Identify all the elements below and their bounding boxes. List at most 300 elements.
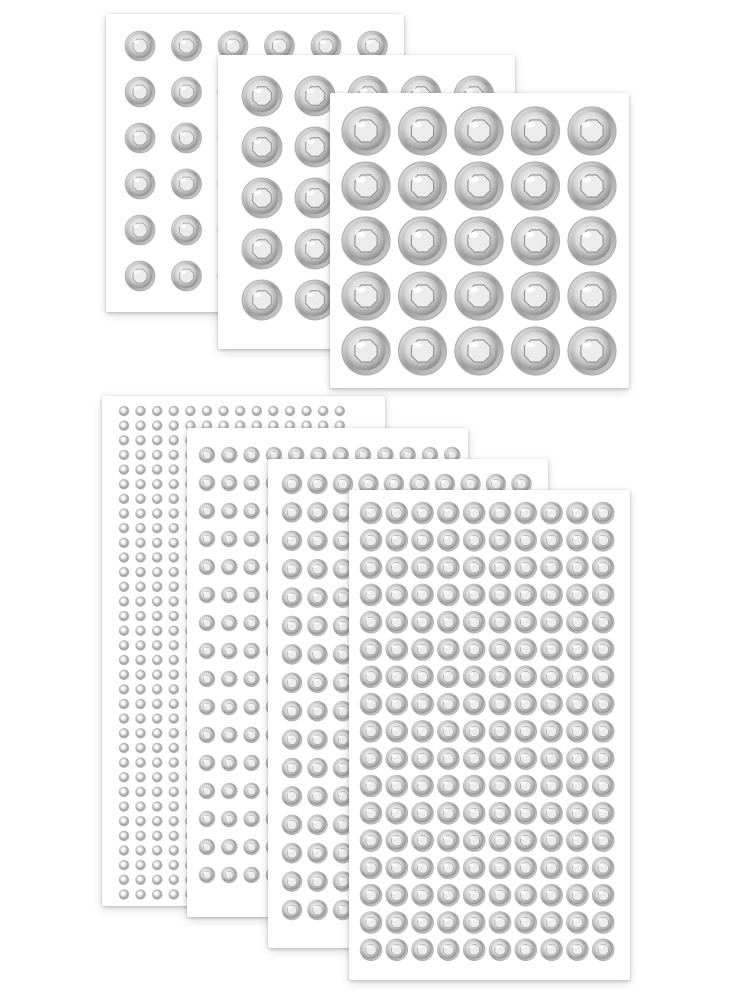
rhinestone-gem xyxy=(169,714,179,724)
rhinestone-gem xyxy=(136,699,146,709)
rhinestone-gem xyxy=(489,557,511,579)
rhinestone-gem xyxy=(169,655,179,665)
rhinestone-gem xyxy=(455,272,503,320)
rhinestone-gem xyxy=(360,830,382,852)
rhinestone-gem xyxy=(541,611,563,633)
rhinestone-gem xyxy=(437,557,459,579)
rhinestone-gem xyxy=(412,830,434,852)
rhinestone-gem xyxy=(136,465,146,475)
rhinestone-gem xyxy=(169,479,179,489)
rhinestone-gem xyxy=(512,217,560,265)
rhinestone-gem xyxy=(119,509,129,519)
rhinestone-gem xyxy=(489,939,511,961)
rhinestone-gem xyxy=(386,775,408,797)
rhinestone-gem xyxy=(119,494,129,504)
rhinestone-gem xyxy=(244,839,260,855)
rhinestone-gem xyxy=(119,596,129,606)
rhinestone-gem xyxy=(399,162,447,210)
rhinestone-gem xyxy=(221,839,237,855)
rhinestone-gem xyxy=(199,447,215,463)
rhinestone-gem xyxy=(221,587,237,603)
rhinestone-gem xyxy=(541,830,563,852)
rhinestone-gem xyxy=(169,846,179,856)
rhinestone-gem xyxy=(566,529,588,551)
rhinestone-gem xyxy=(386,502,408,524)
rhinestone-gem xyxy=(360,557,382,579)
rhinestone-gem xyxy=(136,816,146,826)
rhinestone-gem xyxy=(152,567,162,577)
rhinestone-gem xyxy=(308,758,328,778)
rhinestone-gem xyxy=(342,217,390,265)
rhinestone-gem xyxy=(592,693,614,715)
rhinestone-gem xyxy=(489,884,511,906)
rhinestone-gem xyxy=(136,802,146,812)
rhinestone-gem xyxy=(169,860,179,870)
rhinestone-gem xyxy=(308,872,328,892)
rhinestone-gem xyxy=(592,584,614,606)
rhinestone-gem xyxy=(169,596,179,606)
rhinestone-gem xyxy=(463,584,485,606)
rhinestone-gem xyxy=(169,743,179,753)
rhinestone-gem xyxy=(119,846,129,856)
rhinestone-gem xyxy=(437,720,459,742)
rhinestone-gem xyxy=(412,639,434,661)
rhinestone-gem xyxy=(221,531,237,547)
rhinestone-gem xyxy=(437,857,459,879)
rhinestone-gem xyxy=(566,912,588,934)
rhinestone-gem xyxy=(185,406,195,416)
rhinestone-gem xyxy=(489,611,511,633)
rhinestone-gem xyxy=(282,644,302,664)
rhinestone-gem xyxy=(119,714,129,724)
rhinestone-gem xyxy=(221,671,237,687)
rhinestone-gem xyxy=(119,699,129,709)
rhinestone-gem xyxy=(282,730,302,750)
rhinestone-gem xyxy=(592,857,614,879)
rhinestone-gem xyxy=(244,531,260,547)
rhinestone-gem xyxy=(489,584,511,606)
gem-grid xyxy=(330,93,629,388)
rhinestone-gem xyxy=(169,494,179,504)
rhinestone-gem xyxy=(136,611,146,621)
rhinestone-gem xyxy=(152,421,162,431)
rhinestone-gem xyxy=(242,76,282,116)
rhinestone-gem xyxy=(541,693,563,715)
rhinestone-gem xyxy=(295,280,335,320)
rhinestone-gem xyxy=(199,839,215,855)
rhinestone-gem xyxy=(489,720,511,742)
rhinestone-gem xyxy=(386,912,408,934)
rhinestone-gem xyxy=(152,596,162,606)
rhinestone-gem xyxy=(221,503,237,519)
rhinestone-gem xyxy=(244,587,260,603)
rhinestone-gem xyxy=(221,615,237,631)
rhinestone-gem xyxy=(172,31,202,61)
rhinestone-gem xyxy=(119,421,129,431)
rhinestone-gem xyxy=(592,529,614,551)
rhinestone-gem xyxy=(152,465,162,475)
rhinestone-gem xyxy=(199,503,215,519)
rhinestone-gem xyxy=(242,127,282,167)
rhinestone-gem xyxy=(282,531,302,551)
rhinestone-gem xyxy=(152,772,162,782)
rhinestone-gem xyxy=(566,611,588,633)
rhinestone-gem xyxy=(437,748,459,770)
rhinestone-gem xyxy=(244,811,260,827)
rhinestone-gem xyxy=(119,538,129,548)
rhinestone-gem xyxy=(199,811,215,827)
rhinestone-gem xyxy=(119,670,129,680)
rhinestone-gem xyxy=(152,494,162,504)
rhinestone-gem xyxy=(152,802,162,812)
rhinestone-gem xyxy=(268,406,278,416)
rhinestone-gem xyxy=(489,502,511,524)
rhinestone-gem xyxy=(282,872,302,892)
rhinestone-gem xyxy=(566,939,588,961)
rhinestone-gem xyxy=(437,939,459,961)
rhinestone-gem xyxy=(136,538,146,548)
rhinestone-gem xyxy=(136,684,146,694)
rhinestone-gem xyxy=(399,272,447,320)
rhinestone-gem xyxy=(489,666,511,688)
rhinestone-gem xyxy=(360,802,382,824)
rhinestone-gem xyxy=(489,857,511,879)
rhinestone-gem xyxy=(515,830,537,852)
rhinestone-gem xyxy=(199,475,215,491)
rhinestone-gem xyxy=(199,727,215,743)
rhinestone-gem xyxy=(360,775,382,797)
rhinestone-gem xyxy=(136,553,146,563)
rhinestone-gem xyxy=(342,272,390,320)
rhinestone-gem xyxy=(437,802,459,824)
rhinestone-gem xyxy=(282,900,302,920)
rhinestone-gem xyxy=(515,557,537,579)
rhinestone-gem xyxy=(335,406,345,416)
rhinestone-gem xyxy=(169,626,179,636)
rhinestone-gem xyxy=(152,509,162,519)
rhinestone-gem xyxy=(285,406,295,416)
rhinestone-gem xyxy=(360,748,382,770)
rhinestone-gem xyxy=(244,559,260,575)
rhinestone-gem xyxy=(360,720,382,742)
rhinestone-gem xyxy=(360,666,382,688)
rhinestone-gem xyxy=(152,875,162,885)
rhinestone-gem xyxy=(515,802,537,824)
rhinestone-gem xyxy=(119,802,129,812)
rhinestone-gem xyxy=(566,693,588,715)
rhinestone-gem xyxy=(412,693,434,715)
rhinestone-gem xyxy=(282,843,302,863)
rhinestone-gem xyxy=(136,421,146,431)
rhinestone-gem xyxy=(221,811,237,827)
rhinestone-gem xyxy=(295,127,335,167)
rhinestone-gem xyxy=(119,626,129,636)
rhinestone-gem xyxy=(566,748,588,770)
rhinestone-gem xyxy=(152,831,162,841)
rhinestone-gem xyxy=(463,720,485,742)
rhinestone-gem xyxy=(282,559,302,579)
rhinestone-gem xyxy=(463,666,485,688)
rhinestone-gem xyxy=(136,582,146,592)
rhinestone-gem xyxy=(169,567,179,577)
rhinestone-gem xyxy=(437,639,459,661)
rhinestone-gem xyxy=(360,693,382,715)
rhinestone-gem xyxy=(515,666,537,688)
rhinestone-gem xyxy=(119,479,129,489)
rhinestone-gem xyxy=(152,406,162,416)
rhinestone-gem xyxy=(169,802,179,812)
bottom-sheet-6mm-gems xyxy=(349,490,630,980)
rhinestone-gem xyxy=(119,450,129,460)
rhinestone-gem xyxy=(308,786,328,806)
rhinestone-gem xyxy=(566,666,588,688)
rhinestone-gem xyxy=(152,728,162,738)
rhinestone-gem xyxy=(169,831,179,841)
rhinestone-gem xyxy=(119,772,129,782)
rhinestone-gem xyxy=(515,639,537,661)
rhinestone-gem xyxy=(463,775,485,797)
rhinestone-gem xyxy=(295,178,335,218)
rhinestone-gem xyxy=(437,693,459,715)
rhinestone-gem xyxy=(282,815,302,835)
rhinestone-gem xyxy=(437,502,459,524)
rhinestone-gem xyxy=(136,626,146,636)
rhinestone-gem xyxy=(308,701,328,721)
rhinestone-gem xyxy=(242,178,282,218)
rhinestone-gem xyxy=(252,406,262,416)
rhinestone-gem xyxy=(152,538,162,548)
rhinestone-gem xyxy=(169,728,179,738)
rhinestone-gem xyxy=(136,655,146,665)
rhinestone-gem xyxy=(318,406,328,416)
rhinestone-gem xyxy=(308,531,328,551)
rhinestone-gem xyxy=(169,582,179,592)
rhinestone-gem xyxy=(437,666,459,688)
rhinestone-gem xyxy=(169,670,179,680)
rhinestone-gem xyxy=(119,860,129,870)
rhinestone-gem xyxy=(119,553,129,563)
rhinestone-gem xyxy=(136,523,146,533)
rhinestone-gem xyxy=(282,502,302,522)
rhinestone-gem xyxy=(308,815,328,835)
rhinestone-gem xyxy=(412,666,434,688)
rhinestone-gem xyxy=(202,406,212,416)
rhinestone-gem xyxy=(282,588,302,608)
rhinestone-gem xyxy=(119,611,129,621)
rhinestone-gem xyxy=(455,162,503,210)
rhinestone-gem xyxy=(541,502,563,524)
rhinestone-gem xyxy=(119,816,129,826)
rhinestone-gem xyxy=(463,802,485,824)
rhinestone-gem xyxy=(136,846,146,856)
rhinestone-gem xyxy=(125,169,155,199)
rhinestone-gem xyxy=(360,639,382,661)
rhinestone-gem xyxy=(386,830,408,852)
rhinestone-gem xyxy=(566,830,588,852)
rhinestone-gem xyxy=(360,584,382,606)
rhinestone-gem xyxy=(221,559,237,575)
rhinestone-gem xyxy=(172,261,202,291)
rhinestone-gem xyxy=(489,529,511,551)
rhinestone-gem xyxy=(566,857,588,879)
rhinestone-gem xyxy=(592,802,614,824)
rhinestone-gem xyxy=(152,611,162,621)
rhinestone-gem xyxy=(136,596,146,606)
rhinestone-gem xyxy=(119,728,129,738)
rhinestone-gem xyxy=(386,557,408,579)
rhinestone-gem xyxy=(515,857,537,879)
rhinestone-gem xyxy=(463,748,485,770)
rhinestone-gem xyxy=(463,857,485,879)
rhinestone-gem xyxy=(412,748,434,770)
rhinestone-gem xyxy=(169,699,179,709)
rhinestone-gem xyxy=(152,846,162,856)
rhinestone-gem xyxy=(244,447,260,463)
rhinestone-gem xyxy=(566,639,588,661)
rhinestone-gem xyxy=(463,557,485,579)
rhinestone-gem xyxy=(592,557,614,579)
rhinestone-gem xyxy=(136,406,146,416)
rhinestone-gem xyxy=(568,327,616,375)
rhinestone-gem xyxy=(360,857,382,879)
rhinestone-gem xyxy=(199,587,215,603)
rhinestone-gem xyxy=(244,867,260,883)
rhinestone-gem xyxy=(437,584,459,606)
rhinestone-gem xyxy=(541,639,563,661)
rhinestone-gem xyxy=(568,107,616,155)
rhinestone-gem xyxy=(489,639,511,661)
rhinestone-gem xyxy=(489,802,511,824)
rhinestone-gem xyxy=(399,327,447,375)
rhinestone-gem xyxy=(463,639,485,661)
rhinestone-gem xyxy=(515,693,537,715)
rhinestone-gem xyxy=(199,755,215,771)
rhinestone-gem xyxy=(169,875,179,885)
rhinestone-gem xyxy=(515,912,537,934)
rhinestone-gem xyxy=(541,775,563,797)
rhinestone-gem xyxy=(386,802,408,824)
rhinestone-gem xyxy=(136,567,146,577)
rhinestone-gem xyxy=(489,775,511,797)
rhinestone-gem xyxy=(119,743,129,753)
rhinestone-gem xyxy=(152,684,162,694)
rhinestone-gem xyxy=(221,447,237,463)
rhinestone-gem xyxy=(136,479,146,489)
rhinestone-gem xyxy=(412,720,434,742)
rhinestone-gem xyxy=(119,655,129,665)
rhinestone-gem xyxy=(568,272,616,320)
rhinestone-gem xyxy=(136,714,146,724)
rhinestone-gem xyxy=(592,775,614,797)
rhinestone-gem xyxy=(437,775,459,797)
rhinestone-gem xyxy=(302,406,312,416)
rhinestone-gem xyxy=(172,77,202,107)
rhinestone-gem xyxy=(308,730,328,750)
rhinestone-gem xyxy=(515,502,537,524)
rhinestone-gem xyxy=(199,643,215,659)
rhinestone-gem xyxy=(152,626,162,636)
rhinestone-gem xyxy=(308,616,328,636)
rhinestone-gem xyxy=(308,502,328,522)
rhinestone-gem xyxy=(169,758,179,768)
gem-grid xyxy=(349,490,630,980)
rhinestone-gem xyxy=(235,406,245,416)
rhinestone-gem xyxy=(437,830,459,852)
rhinestone-gem xyxy=(169,450,179,460)
rhinestone-gem xyxy=(541,584,563,606)
rhinestone-gem xyxy=(282,673,302,693)
rhinestone-gem xyxy=(199,559,215,575)
rhinestone-gem xyxy=(119,889,129,899)
rhinestone-gem xyxy=(244,699,260,715)
rhinestone-gem xyxy=(244,475,260,491)
rhinestone-gem xyxy=(136,831,146,841)
rhinestone-gem xyxy=(489,830,511,852)
rhinestone-gem xyxy=(515,720,537,742)
rhinestone-gem xyxy=(592,830,614,852)
rhinestone-gem xyxy=(386,611,408,633)
rhinestone-gem xyxy=(386,666,408,688)
rhinestone-gem xyxy=(308,843,328,863)
rhinestone-gem xyxy=(152,435,162,445)
rhinestone-gem xyxy=(244,503,260,519)
rhinestone-gem xyxy=(489,693,511,715)
rhinestone-gem xyxy=(119,684,129,694)
rhinestone-gem xyxy=(512,272,560,320)
rhinestone-gem xyxy=(169,538,179,548)
rhinestone-gem xyxy=(386,584,408,606)
rhinestone-gem xyxy=(125,215,155,245)
rhinestone-gem xyxy=(169,435,179,445)
rhinestone-gem xyxy=(455,327,503,375)
rhinestone-gem xyxy=(566,502,588,524)
rhinestone-gem xyxy=(136,743,146,753)
rhinestone-gem xyxy=(169,465,179,475)
rhinestone-gem xyxy=(342,162,390,210)
rhinestone-gem xyxy=(308,588,328,608)
rhinestone-gem xyxy=(463,611,485,633)
rhinestone-gem xyxy=(360,611,382,633)
rhinestone-gem xyxy=(119,465,129,475)
rhinestone-gem xyxy=(412,775,434,797)
top-sheet-large-gems xyxy=(330,93,629,388)
rhinestone-gem xyxy=(566,802,588,824)
rhinestone-gem xyxy=(199,615,215,631)
rhinestone-gem xyxy=(172,123,202,153)
rhinestone-gem xyxy=(437,611,459,633)
rhinestone-gem xyxy=(221,867,237,883)
rhinestone-gem xyxy=(136,889,146,899)
rhinestone-gem xyxy=(412,939,434,961)
rhinestone-gem xyxy=(199,867,215,883)
rhinestone-gem xyxy=(541,720,563,742)
rhinestone-gem xyxy=(125,77,155,107)
rhinestone-gem xyxy=(169,787,179,797)
rhinestone-gem xyxy=(244,727,260,743)
rhinestone-gem xyxy=(412,529,434,551)
rhinestone-gem xyxy=(463,884,485,906)
rhinestone-gem xyxy=(455,107,503,155)
rhinestone-gem xyxy=(541,529,563,551)
rhinestone-gem xyxy=(360,912,382,934)
rhinestone-gem xyxy=(136,860,146,870)
rhinestone-gem xyxy=(119,787,129,797)
rhinestone-gem xyxy=(125,261,155,291)
rhinestone-gem xyxy=(119,406,129,416)
rhinestone-gem xyxy=(136,772,146,782)
rhinestone-gem xyxy=(566,775,588,797)
rhinestone-gem xyxy=(119,435,129,445)
